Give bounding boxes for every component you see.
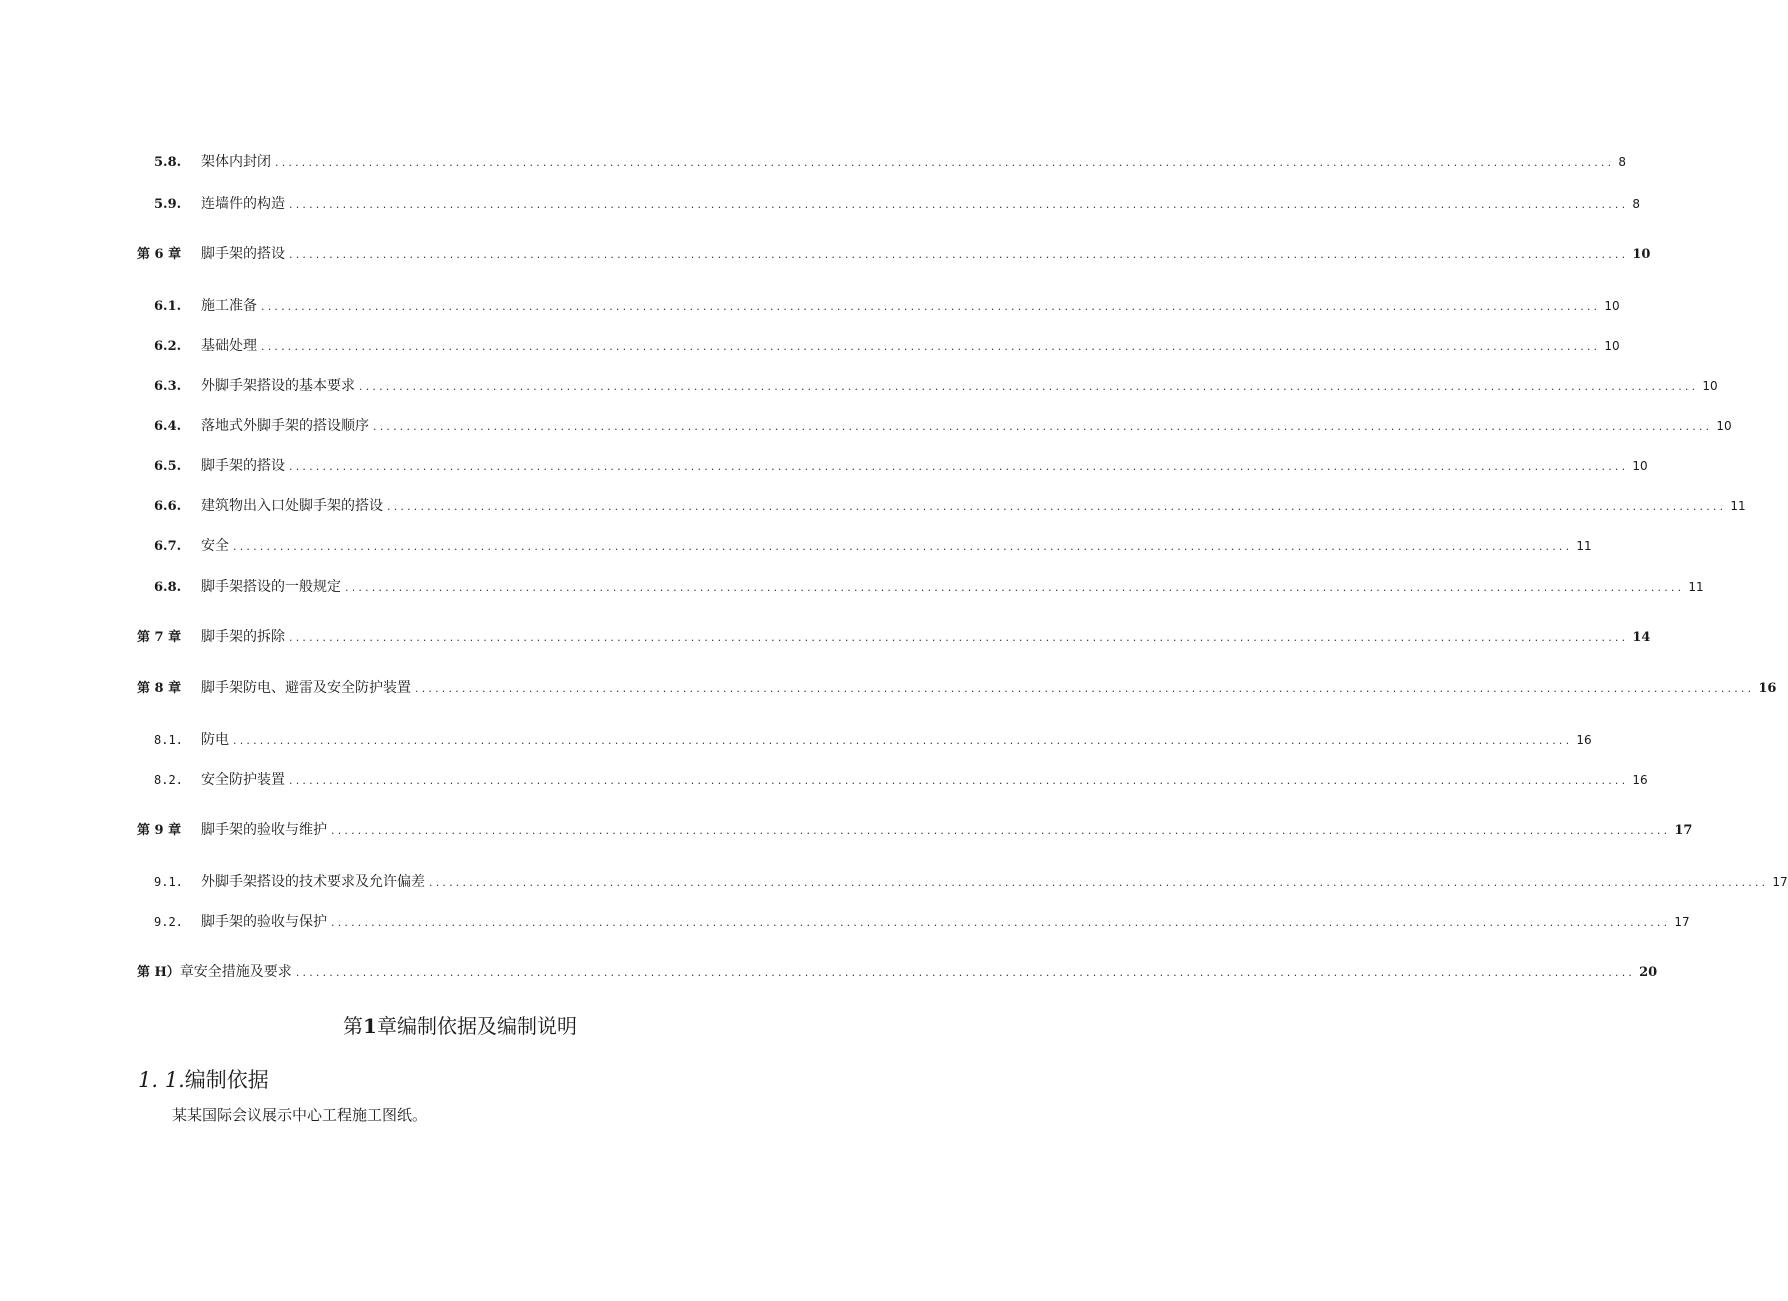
toc-page-number: 16 bbox=[1758, 681, 1777, 696]
toc-page-number: 10 bbox=[1632, 459, 1648, 473]
body-paragraph: 某某国际会议展示中心工程施工图纸。 bbox=[172, 1106, 428, 1124]
toc-row[interactable] bbox=[154, 873, 1788, 892]
toc-leader-dots: ........................................................................................................................................................................................................ bbox=[415, 682, 1755, 695]
toc-row[interactable] bbox=[154, 913, 1690, 932]
toc-leader-dots: ........................................................................................................................................................................................................ bbox=[233, 734, 1573, 747]
toc-number: 6.1. bbox=[154, 299, 182, 314]
toc-page-number: 8 bbox=[1632, 197, 1640, 211]
toc-leader-dots: ........................................................................................................................................................................................................ bbox=[289, 631, 1629, 644]
toc-page-number: 11 bbox=[1688, 580, 1704, 594]
toc-number: 8.2. bbox=[154, 773, 183, 787]
toc-row-chapter[interactable] bbox=[137, 963, 1658, 982]
toc-title: 架体内封闭 bbox=[201, 154, 271, 170]
section-title: 编制依据 bbox=[184, 1068, 269, 1092]
toc-title: 基础处理 bbox=[201, 338, 257, 354]
toc-leader-dots: ........................................................................................................................................................................................................ bbox=[289, 198, 1629, 211]
toc-leader-dots: ........................................................................................................................................................................................................ bbox=[261, 340, 1601, 353]
toc-number: 第 8 章 bbox=[137, 681, 182, 696]
toc-page-number: 10 bbox=[1604, 339, 1620, 353]
toc-leader-dots: ........................................................................................................................................................................................................ bbox=[331, 824, 1671, 837]
toc-number: 6.4. bbox=[154, 419, 182, 434]
toc-number: 8.1. bbox=[154, 733, 183, 747]
toc-page-number: 20 bbox=[1639, 965, 1658, 980]
toc-title: 安全 bbox=[201, 538, 229, 554]
toc-number: 第 7 章 bbox=[137, 630, 182, 645]
toc-leader-dots: ........................................................................................................................................................................................................ bbox=[429, 876, 1769, 889]
chapter-heading bbox=[0, 1012, 920, 1040]
toc-leader-dots: ........................................................................................................................................................................................................ bbox=[289, 460, 1629, 473]
toc-title: 安全防护装置 bbox=[201, 772, 285, 788]
toc-row[interactable] bbox=[154, 417, 1732, 436]
toc-leader-dots: ........................................................................................................................................................................................................ bbox=[345, 581, 1685, 594]
toc-row[interactable] bbox=[154, 497, 1746, 516]
toc-page-number: 10 bbox=[1716, 419, 1732, 433]
toc-page-number: 10 bbox=[1702, 379, 1718, 393]
toc-row[interactable] bbox=[154, 578, 1704, 597]
chapter-title: 章编制依据及编制说明 bbox=[376, 1014, 577, 1038]
toc-number: 6.3. bbox=[154, 379, 182, 394]
toc-title: 脚手架的搭设 bbox=[201, 458, 285, 474]
toc-number: 第 6 章 bbox=[137, 247, 182, 262]
toc-number: 9.2. bbox=[154, 915, 183, 929]
toc-leader-dots: ........................................................................................................................................................................................................ bbox=[295, 966, 1636, 979]
toc-title: 脚手架的验收与维护 bbox=[201, 822, 327, 838]
toc-row[interactable] bbox=[154, 337, 1620, 356]
toc-leader-dots: ........................................................................................................................................................................................................ bbox=[261, 300, 1601, 313]
toc-title: 防电 bbox=[201, 732, 229, 748]
toc-row[interactable] bbox=[154, 771, 1648, 790]
toc-title: 建筑物出入口处脚手架的搭设 bbox=[201, 498, 383, 514]
toc-title: 脚手架的拆除 bbox=[201, 629, 285, 645]
toc-page-number: 16 bbox=[1576, 733, 1592, 747]
toc-page-number: 17 bbox=[1674, 823, 1693, 838]
toc-title: 脚手架搭设的一般规定 bbox=[201, 579, 341, 595]
toc-title: 章安全措施及要求 bbox=[179, 964, 292, 980]
toc-page-number: 10 bbox=[1604, 299, 1620, 313]
toc-leader-dots: ........................................................................................................................................................................................................ bbox=[359, 380, 1699, 393]
toc-number: 第 H） bbox=[137, 965, 180, 980]
toc-leader-dots: ........................................................................................................................................................................................................ bbox=[233, 540, 1573, 553]
toc-title: 外脚手架搭设的技术要求及允许偏差 bbox=[201, 874, 425, 890]
toc-row-chapter[interactable] bbox=[137, 245, 1651, 264]
toc-row[interactable] bbox=[154, 297, 1620, 316]
toc-number: 6.6. bbox=[154, 499, 182, 514]
toc-page-number: 8 bbox=[1618, 155, 1626, 169]
section-heading bbox=[138, 1066, 269, 1094]
toc-row-chapter[interactable] bbox=[137, 821, 1693, 840]
toc-row[interactable] bbox=[154, 457, 1648, 476]
toc-row-chapter[interactable] bbox=[137, 628, 1651, 647]
toc-title: 脚手架的搭设 bbox=[201, 246, 285, 262]
toc-row[interactable] bbox=[154, 377, 1718, 396]
toc-leader-dots: ........................................................................................................................................................................................................ bbox=[387, 500, 1727, 513]
toc-leader-dots: ........................................................................................................................................................................................................ bbox=[331, 916, 1671, 929]
toc-title: 外脚手架搭设的基本要求 bbox=[201, 378, 355, 394]
toc-title: 脚手架的验收与保护 bbox=[201, 914, 327, 930]
toc-leader-dots: ........................................................................................................................................................................................................ bbox=[373, 420, 1713, 433]
toc-title: 施工准备 bbox=[201, 298, 257, 314]
toc-title: 连墙件的构造 bbox=[201, 196, 285, 212]
toc-number: 6.8. bbox=[154, 580, 182, 595]
toc-number: 5.9. bbox=[154, 197, 182, 212]
toc-page-number: 14 bbox=[1632, 630, 1651, 645]
toc-row[interactable] bbox=[154, 153, 1626, 172]
toc-title: 脚手架防电、避雷及安全防护装置 bbox=[201, 680, 411, 696]
toc-page-number: 17 bbox=[1674, 915, 1690, 929]
toc-row[interactable] bbox=[154, 731, 1592, 750]
toc-number: 6.5. bbox=[154, 459, 182, 474]
toc-page-number: 10 bbox=[1632, 247, 1651, 262]
toc-page-number: 11 bbox=[1730, 499, 1746, 513]
section-number: 1. 1. bbox=[138, 1068, 185, 1092]
toc-leader-dots: ........................................................................................................................................................................................................ bbox=[289, 248, 1629, 261]
chapter-prefix: 第 bbox=[343, 1014, 364, 1038]
toc-row[interactable] bbox=[154, 537, 1592, 556]
toc-number: 9.1. bbox=[154, 875, 183, 889]
toc-number: 6.7. bbox=[154, 539, 182, 554]
toc-leader-dots: ........................................................................................................................................................................................................ bbox=[289, 774, 1629, 787]
toc-number: 第 9 章 bbox=[137, 823, 182, 838]
toc-page-number: 16 bbox=[1632, 773, 1648, 787]
toc-number: 5.8. bbox=[154, 155, 182, 170]
toc-row-chapter[interactable] bbox=[137, 679, 1777, 698]
toc-leader-dots: ........................................................................................................................................................................................................ bbox=[275, 156, 1615, 169]
toc-number: 6.2. bbox=[154, 339, 182, 354]
toc-page-number: 11 bbox=[1576, 539, 1592, 553]
toc-title: 落地式外脚手架的搭设顺序 bbox=[201, 418, 369, 434]
toc-page-number: 17 bbox=[1772, 875, 1788, 889]
toc-row[interactable] bbox=[154, 195, 1640, 214]
chapter-number: 1 bbox=[363, 1014, 377, 1038]
